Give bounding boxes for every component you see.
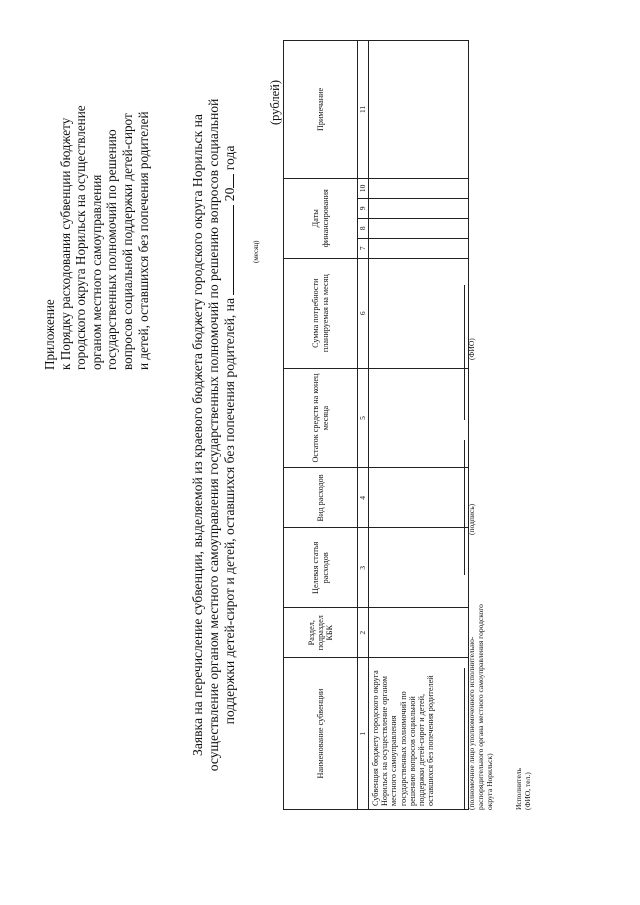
- header-section: Раздел, подраздел КБК: [284, 608, 358, 658]
- table-header-row: [284, 41, 358, 810]
- table-number-row: [358, 41, 369, 810]
- appendix-line: вопросов социальной поддержки детей-сирот: [119, 113, 135, 370]
- col-number: 7: [358, 238, 369, 258]
- executor-caption: (ФИО, тел.): [523, 772, 532, 810]
- subvention-table: [283, 40, 469, 810]
- year-prefix: 20: [221, 187, 237, 202]
- signature-line: [464, 440, 465, 575]
- row-cell: [369, 368, 469, 468]
- official-signature-line: [464, 668, 465, 810]
- header-name: Наименование субвенции: [284, 658, 358, 810]
- row-cell: [369, 178, 469, 198]
- appendix-line: городского округа Норильск на осуществление: [73, 105, 89, 370]
- header-type: Вид расходов: [284, 468, 358, 528]
- col-number: 4: [358, 468, 369, 528]
- month-blank: [233, 205, 234, 295]
- col-number: 8: [358, 218, 369, 238]
- unit-label: (рублей): [268, 79, 282, 125]
- row-name-cell: Субвенция бюджету городского округа Норильск на осуществление органом местного самоуправления государственных полномочий по решению вопросов социальной поддержки детей-сирот и детей, оставшихся без попечения родителей: [369, 658, 469, 810]
- row-cell: [369, 41, 469, 179]
- title-line-2: осуществление органом местного самоуправления государственных полномочий по решению вопросов социальной: [205, 98, 221, 772]
- header-balance: Остаток средств на конец месяца: [284, 368, 358, 468]
- row-cell: [369, 608, 469, 658]
- header-dates: Даты финансирования: [284, 178, 358, 258]
- table-row: [369, 41, 469, 810]
- row-cell: [369, 218, 469, 238]
- row-cell: [369, 468, 469, 528]
- col-number: 5: [358, 368, 369, 468]
- year-suffix: года: [221, 145, 237, 171]
- col-number: 10: [358, 178, 369, 198]
- appendix-line: к Порядку расходования субвенции бюджету: [57, 117, 73, 370]
- col-number: 3: [358, 528, 369, 608]
- document-title: [190, 35, 237, 835]
- official-caption: (полномочное лицо уполномоченного исполнительно-распорядительного органа местного самоуправления городского округа Норильск): [467, 604, 494, 810]
- title-line-3: [222, 35, 238, 835]
- header-note: Примечание: [284, 41, 358, 179]
- col-number: 1: [358, 658, 369, 810]
- row-cell: [369, 198, 469, 218]
- appendix-line: государственных полномочий по решению: [104, 129, 120, 370]
- appendix-line: органом местного самоуправления: [88, 174, 104, 370]
- header-target: Целевая статья расходов: [284, 528, 358, 608]
- fio-line: [464, 285, 465, 420]
- appendix-line: и детей, оставшихся без попечения родителей: [135, 111, 151, 370]
- year-blank: [233, 174, 234, 188]
- row-cell: [369, 528, 469, 608]
- signature-caption: (подпись): [467, 503, 476, 535]
- header-need: Сумма потребности планируемая на месяц: [284, 258, 358, 368]
- month-caption: (месяц): [252, 240, 260, 263]
- title-line-1: Заявка на перечисление субвенции, выделяемой из краевого бюджета бюджету городского округа Норильск на: [190, 114, 205, 756]
- executor-label: Исполнитель: [514, 768, 523, 810]
- row-cell: [369, 238, 469, 258]
- fio-caption: (ФИО): [467, 338, 476, 360]
- appendix-line: Приложение: [42, 299, 57, 370]
- col-number: 6: [358, 258, 369, 368]
- title-line-3-text: поддержки детей-сирот и детей, оставшихся без попечения родителей, на: [221, 298, 237, 725]
- col-number: 11: [358, 41, 369, 179]
- row-cell: [369, 258, 469, 368]
- appendix-block: [42, 30, 151, 370]
- col-number: 2: [358, 608, 369, 658]
- col-number: 9: [358, 198, 369, 218]
